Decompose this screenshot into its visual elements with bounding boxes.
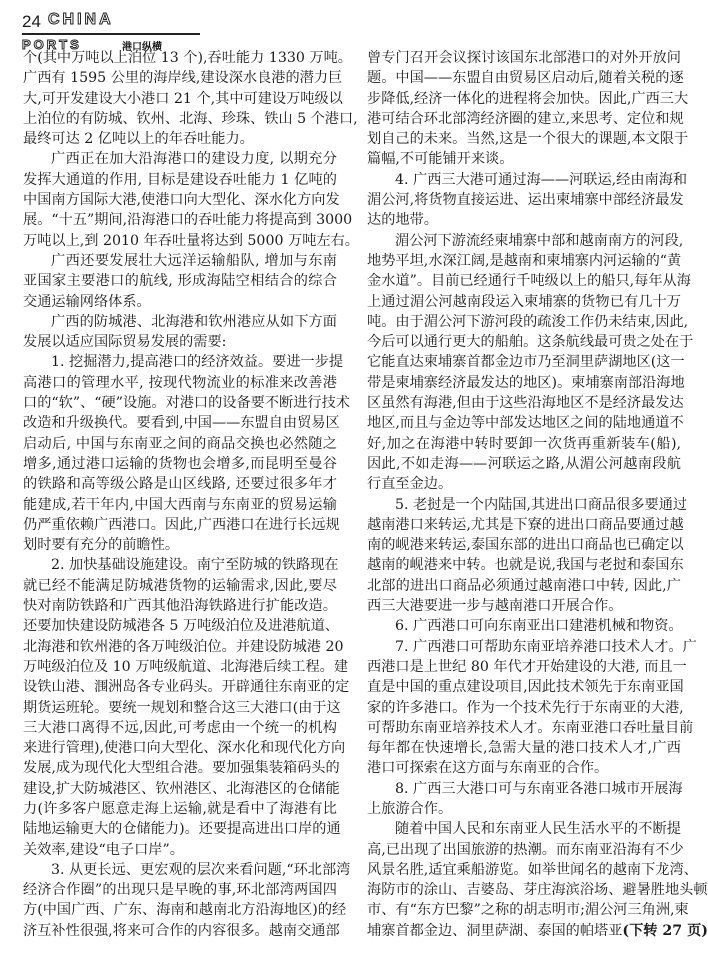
text-line-content: 广西还要发展壮大远洋运输船队, 增加与东南 [51,252,337,269]
text-line [23,840,337,860]
brand-logo-china: CHINA [48,11,114,28]
text-line-content: 还要加快建设防城港各 5 万吨级泊位及进港航道、 [23,618,339,635]
text-line-content: 个(其中万吨以上泊位 13 个),吞吐能力 1330 万吨。 [23,50,352,66]
text-line-content: 金水道”。目前已经通行千吨级以上的船只,每年从海 [367,273,691,290]
text-line-content: 好,加之在海港中转时要卸一次货再重新装车(船), [367,435,681,452]
text-line [367,840,684,860]
text-line-content: 3. 从更长远、更宏观的层次来看问题,“环北部湾 [51,861,351,878]
text-line-content: 家的许多港口。作为一个技术先行于东南亚的大港, [367,699,684,716]
text-line-content: 吨。由于湄公河下游河段的疏浚工作仍未结束,因此, [367,313,689,330]
text-line [367,616,681,636]
text-line-content: 达的地带。 [367,212,438,229]
text-line [367,434,681,454]
text-line-content: 启动后, 中国与东南亚之间的商品交换也必然随之 [23,435,337,452]
text-line [23,738,346,758]
text-line-content: 5. 老挝是一个内陆国,其进出口商品很多要通过 [395,496,688,513]
text-line [367,819,681,839]
text-line-content: 展。“十五”期间,沿海港口的吞吐能力将提高到 3000 [23,212,353,229]
text-line-content: 可帮助东南亚培养技术人才。东南亚港口吞吐量目前 [367,719,694,736]
text-line-content: 越南港口来转运,尤其是下寮的进出口商品要通过越 [367,516,684,533]
text-line [367,738,681,758]
text-line [23,677,350,697]
text-line-content: 地区,而且与金边等中部发达地区之间的陆地通道不 [367,415,684,432]
text-line-content: 市、有“东方巴黎”之称的胡志明市;湄公河三角洲,柬 [367,902,689,919]
text-line-content: 能建成,若干年内,中国大西南与东南亚的贸易运输 [23,496,337,513]
text-line [367,900,689,920]
text-line [23,495,337,515]
paragraph [23,149,359,250]
text-line-content: 7. 广西港口可帮助东南亚培养港口技术人才。广 [395,638,697,655]
text-line-content: 广西正在加大沿海港口的建设力度, 以期充分 [51,151,337,168]
text-line [367,596,681,616]
paragraph [367,495,688,617]
text-line-content: 来进行管理),使港口向大型化、深水化和现代化方向 [23,740,346,757]
paragraph [23,352,350,555]
text-line [23,68,343,88]
text-line-content: 方(中国广西、广东、海南和越南北方沿海地区)的经 [23,902,347,919]
text-line [23,332,337,352]
left-column [23,48,359,941]
text-line [367,921,708,941]
text-line-content: 埔寨首都金边、洞里萨湖、泰国的帕塔亚 [367,922,623,939]
text-line-content: 经济合作圈”的出现只是早晚的事,环北部湾两国四 [23,882,337,899]
text-line [367,89,689,109]
text-line [367,393,684,413]
text-line-content: 篇幅,不可能铺开来谈。 [367,151,514,168]
text-line-content: 曾专门召开会议探讨该国东北部港口的对外开放问 [367,50,681,66]
text-line-content: 高港口的管理水平, 按现代物流业的标准来改善港 [23,374,337,391]
header-rule [22,33,200,35]
text-line [23,900,347,920]
text-line-content: 2. 加快基础设施建设。南宁至防城的铁路现在 [51,557,339,574]
text-line [367,779,681,799]
text-line [367,535,684,555]
text-line-content: 1. 挖掘潜力,提高港口的经济效益。要进一步提 [51,354,344,371]
text-line-content: 划自己的未来。当然,这是一个很大的课题,本文限于 [367,131,689,148]
text-line-content: 关效率,建设“电子口岸”。 [23,841,184,858]
text-line [23,210,353,230]
text-line [23,109,358,129]
paragraph [23,312,337,353]
paragraph [23,48,358,149]
text-line-content: 步降低,经济一体化的进程将会加快。因此,广西三大 [367,90,689,107]
text-line-content: 海防市的涂山、吉婆岛、芽庄海滨浴场、避暑胜地头顿 [367,882,708,899]
text-line-content: 期货运班轮。要统一规划和整合这三大港口(由于这 [23,699,341,716]
text-line-content: 设铁山港、涠洲岛各专业码头。开辟通往东南亚的定 [23,679,350,696]
text-line-content: 发展以适应国际贸易发展的需要: [23,334,227,351]
section-title: 港口纵横 [122,42,162,53]
text-line-content: 的铁路和高等级公路是山区线路, 还要过很多年才 [23,476,337,493]
text-line-content: 因此,不如走海——河联运之路,从湄公河越南段航 [367,455,681,472]
text-line-content: 6. 广西港口可向东南亚出口建港机械和物资。 [395,618,683,635]
text-line-content: 增多,通过港口运输的货物也会增多,而昆明至曼谷 [23,455,337,472]
text-line [367,515,684,535]
text-line [367,292,681,312]
text-line [23,555,337,575]
text-line-content: 万吨以上,到 2010 年吞吐量将达到 5000 万吨左右。 [23,232,359,249]
text-line [23,880,337,900]
text-line [367,271,691,291]
text-line-content: 南的岘港来转运,泰国东部的进出口商品也已确定以 [367,537,684,554]
text-line [367,555,684,575]
text-line [23,434,337,454]
text-line [367,637,697,657]
text-line [23,515,340,535]
text-line [367,880,708,900]
text-line [23,352,344,372]
text-line-content: 湄公河下游流经柬埔寨中部和越南南方的河段, [395,232,684,249]
text-line-content: 上泊位的有防城、钦州、北海、珍珠、铁山 5 个港口, [23,110,358,127]
text-line-content: 建设,扩大防城港区、钦州港区、北海港区的仓储能 [23,780,340,797]
paragraph [23,251,337,312]
text-line [367,332,694,352]
text-line-content: 行直至金边。 [367,476,453,493]
paragraph [23,860,351,941]
text-line [23,170,337,190]
text-line [23,231,359,251]
text-line-content: 港口可探索在这方面与东南亚的合作。 [367,760,609,777]
text-line [23,616,337,636]
text-line [23,89,343,109]
text-line-content: 西港口是上世纪 80 年代才开始建设的大港, 而且一 [367,658,687,675]
text-line [367,758,681,778]
text-line [367,190,684,210]
text-line [367,495,688,515]
text-line-content: 快对南防铁路和广西其他沿海铁路进行扩能改造。 [23,598,337,615]
text-line [23,129,337,149]
paragraph [367,819,708,941]
text-line [367,657,687,677]
text-line-content: 广西有 1595 公里的海岸线,建设深水良港的潜力巨 [23,70,343,87]
text-line-content: 大,可开发建设大小港口 21 个,其中可建设万吨级以 [23,90,343,107]
text-line [23,535,337,555]
text-line [23,637,344,657]
text-line [367,312,689,332]
text-line-content: 随着中国人民和东南亚人民生活水平的不断提 [395,821,681,838]
paragraph [367,637,697,779]
text-line [367,170,688,190]
text-line [367,677,684,697]
text-line-content: 力(许多客户愿意走海上运输,就是看中了海港有比 [23,800,337,817]
text-line [23,819,341,839]
paragraph [367,231,694,495]
text-line [23,576,337,596]
text-line-content: 它能直达柬埔寨首都金边市乃至洞里萨湖地区(这一 [367,354,685,371]
text-line [23,474,337,494]
text-line-content: 区虽然有海港,但由于这些沿海地区不是经济最发达 [367,395,684,412]
text-line-content: 划时要有充分的前瞻性。 [23,537,180,554]
text-line [367,149,681,169]
text-line-content: 直是中国的重点建设项目,因此技术领先于东南亚国 [367,679,684,696]
text-line [367,454,681,474]
text-line [23,292,337,312]
text-line [23,149,337,169]
text-line-content: 高,已出现了出国旅游的热潮。而东南亚沿海有不少 [367,841,684,858]
text-line [367,413,684,433]
text-line-content: 风景名胜,适宜乘船游览。如举世闻名的越南下龙湾、 [367,861,698,878]
text-line [367,373,685,393]
text-line-content: 越南的岘港来中转。也就是说,我国与老挝和泰国东 [367,557,684,574]
text-line-content: 发展,成为现代化大型组合港。要加强集装箱码头的 [23,760,340,777]
text-line-content: 4. 广西三大港可通过海——河联运,经由南海和 [395,171,688,188]
text-line [23,454,337,474]
text-line-content: 今后可以通行更大的船舶。这条航线最可贵之处在于 [367,334,694,351]
text-line-content: 最终可达 2 亿吨以上的年吞吐能力。 [23,131,254,148]
text-line [23,373,337,393]
text-line-content: 口的“软”、“硬”设施。对港口的设备要不断进行技术 [23,395,350,412]
text-line-content: 就已经不能满足防城港货物的运输需求,因此,要尽 [23,577,337,594]
text-line [367,860,698,880]
text-line-content: 上通过湄公河越南段运入柬埔寨的货物已有几十万 [367,293,681,310]
text-line-content: 上旅游合作。 [367,800,453,817]
text-line-content: 交通运输网络体系。 [23,293,151,310]
text-line [23,779,340,799]
text-line [23,413,340,433]
paragraph [367,170,688,231]
text-line [23,312,337,332]
page-number: 24 [22,12,41,31]
text-line [367,251,681,271]
text-line-content: 港可结合环北部湾经济圈的建立,来思考、定位和规 [367,110,684,127]
text-line [23,718,337,738]
paragraph [367,616,681,636]
text-line [367,129,689,149]
continued-on-page-note: (下转 27 页) [622,922,708,939]
text-line [23,799,337,819]
text-line-content: 湄公河,将货物直接运进、运出柬埔寨中部经济最发 [367,192,684,209]
text-line [23,393,350,413]
text-line-content: 广西的防城港、北海港和钦州港应从如下方面 [51,313,337,330]
paragraph [367,779,681,820]
text-line-content: 北海港和钦州港的各万吨级泊位。并建设防城港 20 [23,638,344,655]
text-line [367,698,684,718]
text-line-content: 地势平坦,水深江阔,是越南和柬埔寨内河运输的“黄 [367,252,682,269]
text-line-content: 每年都在快速增长,急需大量的港口技术人才,广西 [367,740,681,757]
text-line-content: 西三大港要进一步与越南港口开展合作。 [367,598,623,615]
text-line-content: 北部的进出口商品必须通过越南港口中转, 因此,广 [367,577,681,594]
text-line [23,596,337,616]
text-line [23,698,341,718]
brand-logo-ports: PORTS [22,37,82,52]
text-line [367,718,694,738]
text-line [367,474,681,494]
text-line [367,576,681,596]
text-line [23,657,349,677]
text-line-content: 仍严重依赖广西港口。因此,广西港口在进行长远规 [23,516,340,533]
text-line [367,799,681,819]
text-line [23,190,340,210]
text-line-content: 陆地运输更大的仓储能力)。还要提高进出口岸的通 [23,821,341,838]
text-line [367,352,685,372]
text-line-content: 济互补性很强,将来可合作的内容很多。越南交通部 [23,922,340,939]
text-line-content: 万吨级泊位及 10 万吨级航道、北海港后续工程。建 [23,658,349,675]
text-line-content: 题。中国——东盟自由贸易区启动后,随着关税的逐 [367,70,684,87]
text-line-content: 中国南方国际大港,使港口向大型化、深水化方向发 [23,192,340,209]
text-line [367,48,681,68]
text-line-content: 发挥大通道的作用, 目标是建设吞吐能力 1 亿吨的 [23,171,337,188]
text-line [23,271,337,291]
paragraph [367,48,689,170]
text-line [23,860,351,880]
text-line [367,231,684,251]
text-line [367,68,684,88]
right-column [367,48,708,941]
text-line [23,921,340,941]
text-line [23,48,352,68]
text-line-content: 8. 广西三大港口可与东南亚各港口城市开展海 [395,780,683,797]
text-line-content: 亚国家主要港口的航线, 形成海陆空相结合的综合 [23,273,337,290]
text-line [23,758,340,778]
paragraph [23,555,350,859]
text-line-content: 带是柬埔寨经济最发达的地区)。柬埔寨南部沿海地 [367,374,685,391]
text-line [23,251,337,271]
text-line-content: 三大港口离得不远,因此,可考虑由一个统一的机构 [23,719,337,736]
text-line [367,210,681,230]
text-line [367,109,684,129]
text-line-content: 改造和升级换代。要看到,中国——东盟自由贸易区 [23,415,340,432]
